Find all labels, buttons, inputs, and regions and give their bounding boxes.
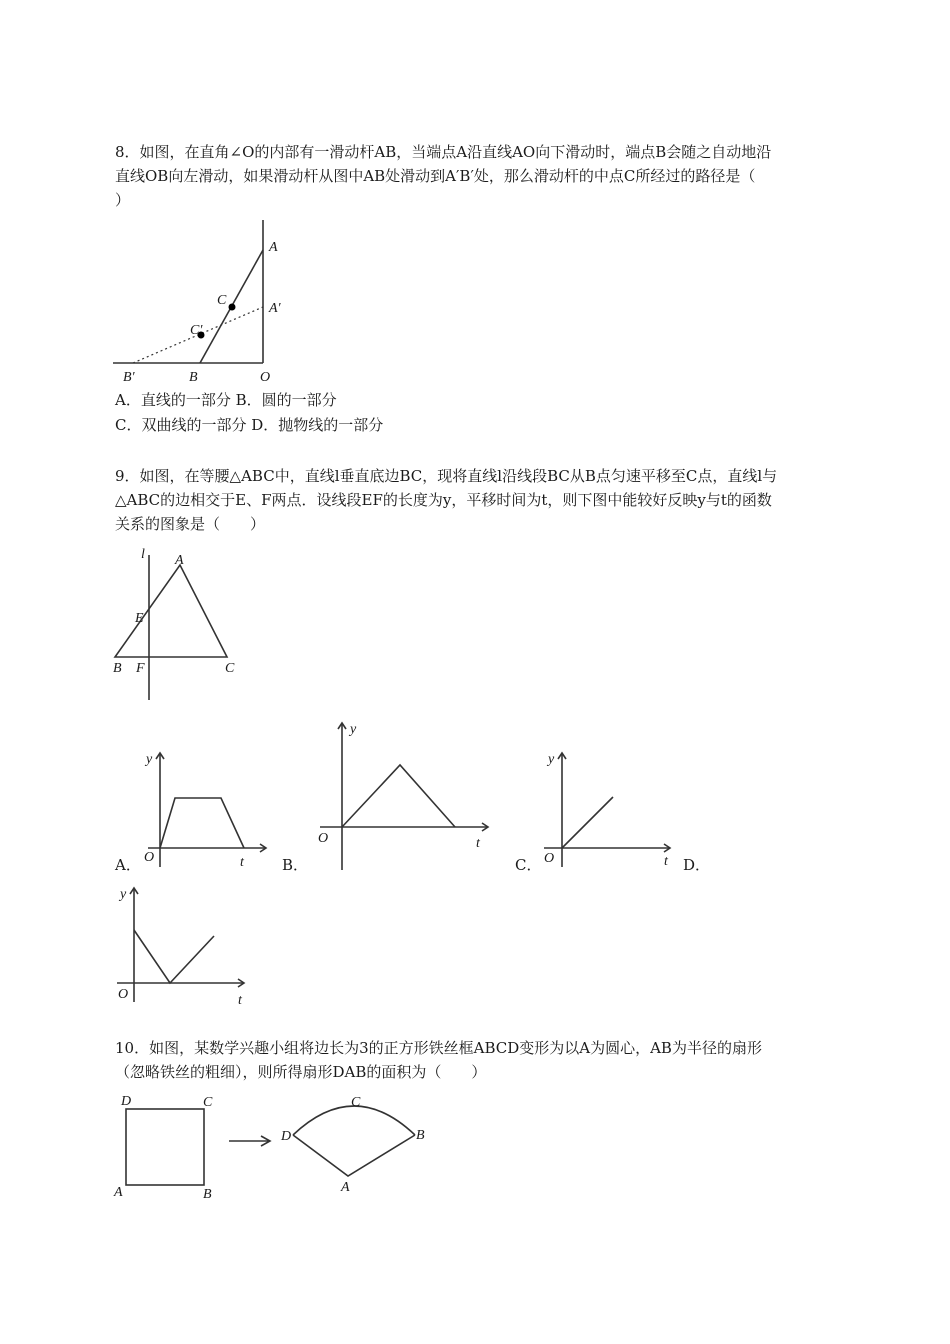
q8-text-line1: 8．如图，在直角∠O的内部有一滑动杆AB，当端点A沿直线AO向下滑动时，端点B会随之自动地沿 bbox=[115, 143, 772, 161]
q10-text-line2: （忽略铁丝的粗细），则所得扇形DAB的面积为（ ） bbox=[115, 1063, 487, 1081]
q9-text-line2: △ABC的边相交于E、F两点．设线段EF的长度为y，平移时间为t，则下图中能较好反映y与t的函数 bbox=[115, 491, 772, 509]
q10-label-a-sector: A bbox=[341, 1180, 350, 1195]
q9-option-a-graph bbox=[138, 745, 273, 875]
q9-option-b-curve bbox=[342, 765, 455, 827]
q10-label-b-sector: B bbox=[416, 1128, 425, 1143]
q8-text-line3: ） bbox=[115, 191, 131, 209]
q8-options-line2: C．双曲线的一部分 D．抛物线的一部分 bbox=[115, 416, 384, 434]
q10-sector-arc bbox=[293, 1106, 415, 1135]
q9-label-b: B bbox=[113, 661, 122, 676]
q10-text-line1: 10．如图，某数学兴趣小组将边长为3的正方形铁丝框ABCD变形为以A为圆心，AB为半径的扇形 bbox=[115, 1039, 762, 1057]
q10-label-d-square: D bbox=[121, 1094, 132, 1109]
q9-option-d-label: D． bbox=[683, 856, 711, 874]
q8-label-o: O bbox=[260, 370, 271, 385]
q9-option-d-graph bbox=[112, 880, 257, 1010]
q10-label-d-sector: D bbox=[281, 1129, 292, 1144]
q10-square-abcd bbox=[126, 1109, 204, 1185]
q9-option-c-o: O bbox=[544, 851, 555, 866]
q8-label-c-prime: C′ bbox=[190, 323, 203, 338]
q8-label-b: B bbox=[189, 370, 198, 385]
q8-label-b-prime: B′ bbox=[123, 370, 135, 385]
q9-triangle-figure bbox=[105, 540, 265, 705]
q9-option-d-t: t bbox=[238, 993, 242, 1008]
q9-option-b-label: B． bbox=[282, 856, 309, 874]
q9-option-a-y: y bbox=[146, 752, 153, 767]
q9-option-a-t: t bbox=[240, 855, 244, 870]
q10-sector-radii bbox=[293, 1135, 415, 1176]
q9-option-c-t: t bbox=[664, 854, 668, 869]
q9-text-line3: 关系的图象是（ ） bbox=[115, 515, 266, 533]
q9-option-c-graph bbox=[540, 745, 680, 875]
q9-option-a-o: O bbox=[144, 850, 155, 865]
q9-label-f: F bbox=[136, 661, 145, 676]
q9-label-a: A bbox=[175, 553, 184, 568]
q9-label-l: l bbox=[141, 547, 145, 562]
q8-text-line2: 直线OB向左滑动，如果滑动杆从图中AB处滑动到A′B′处，那么滑动杆的中点C所经过的路径是（ bbox=[115, 167, 756, 185]
q8-point-c bbox=[229, 304, 236, 311]
q8-label-a: A bbox=[269, 240, 278, 255]
q9-option-b-y: y bbox=[350, 722, 357, 737]
q9-option-b-o: O bbox=[318, 831, 329, 846]
q10-label-c-square: C bbox=[203, 1095, 213, 1110]
q9-option-d-curve bbox=[134, 930, 214, 983]
q9-label-c: C bbox=[225, 661, 235, 676]
q9-text-line1: 9．如图，在等腰△ABC中，直线l垂直底边BC，现将直线l沿线段BC从B点匀速平移至C点，直线l与 bbox=[115, 467, 778, 485]
q9-option-c-label: C． bbox=[515, 856, 542, 874]
q9-triangle-abc bbox=[115, 565, 227, 657]
q9-option-a-label: A． bbox=[115, 856, 141, 874]
q10-figure bbox=[105, 1090, 445, 1205]
q9-option-c-y: y bbox=[548, 752, 555, 767]
q10-label-c-sector: C bbox=[351, 1095, 361, 1110]
q9-label-e: E bbox=[135, 611, 144, 626]
q9-option-b-graph bbox=[310, 715, 495, 875]
q9-option-d-o: O bbox=[118, 987, 129, 1002]
q8-label-a-prime: A′ bbox=[269, 301, 281, 316]
q8-options-line1: A．直线的一部分 B．圆的一部分 bbox=[115, 391, 337, 409]
q9-option-c-curve bbox=[562, 797, 613, 848]
q10-label-a-square: A bbox=[114, 1185, 123, 1200]
q8-label-c: C bbox=[217, 293, 227, 308]
q9-option-b-t: t bbox=[476, 836, 480, 851]
q9-option-d-y: y bbox=[120, 887, 127, 902]
q9-option-a-curve bbox=[160, 798, 244, 848]
q8-figure bbox=[105, 215, 305, 390]
q10-label-b-square: B bbox=[203, 1187, 212, 1202]
